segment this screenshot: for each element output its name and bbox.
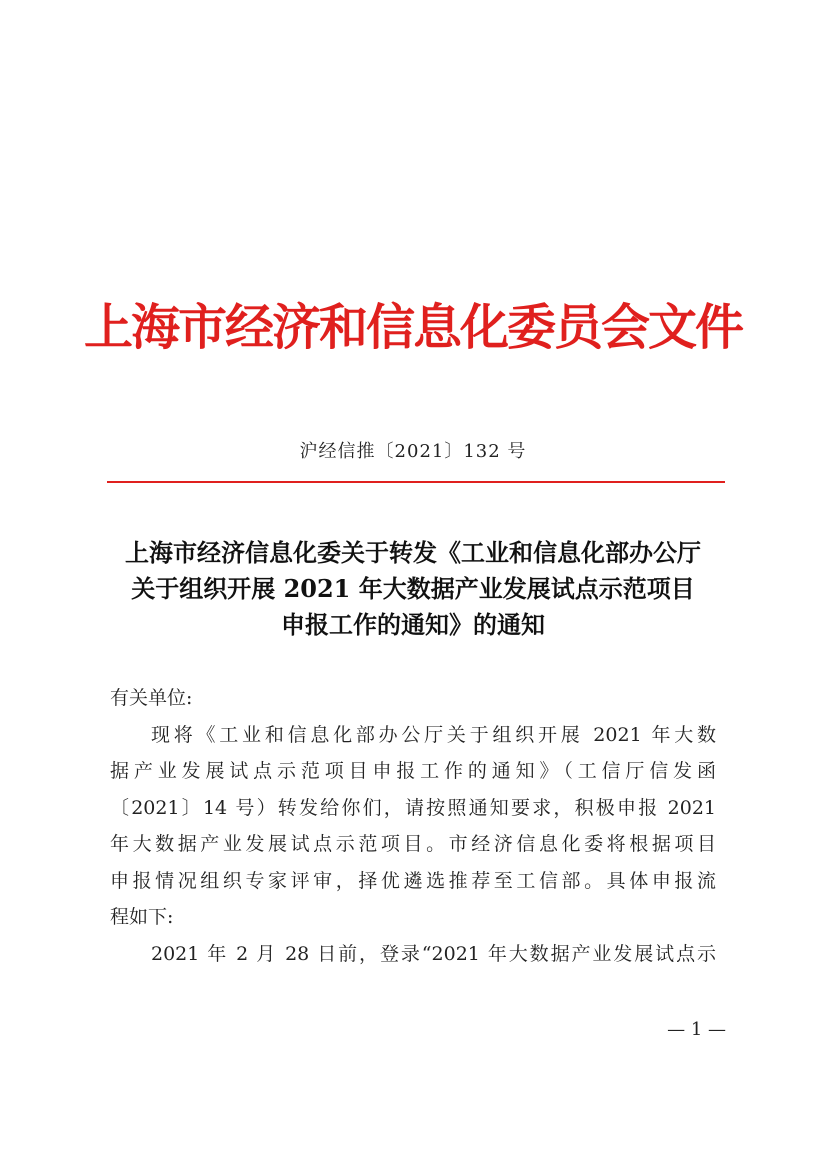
- body-line: 据产业发展试点示范项目申报工作的通知》（工信厅信发函: [110, 760, 716, 782]
- body-line: 申报情况组织专家评审，择优遴选推荐至工信部。具体申报流: [110, 869, 716, 892]
- body-line: 现将《工业和信息化部办公厅关于组织开展 2021 年大数: [151, 723, 716, 746]
- red-divider: [107, 481, 725, 483]
- body-line: 2021 年 2 月 28 日前，登录“2021 年大数据产业发展试点示: [151, 942, 716, 965]
- document-number: 沪经信推〔2021〕132 号: [299, 441, 527, 462]
- title-line: 上海市经济信息化委关于转发《工业和信息化部办公厅: [125, 538, 701, 567]
- title-line: 关于组织开展 2021 年大数据产业发展试点示范项目: [131, 574, 695, 603]
- body-line: 程如下:: [110, 906, 174, 928]
- body-line: 年大数据产业发展试点示范项目。市经济信息化委将根据项目: [110, 833, 716, 855]
- document-title: [90, 535, 736, 643]
- document-body: [110, 680, 716, 972]
- title-line: 申报工作的通知》的通知: [281, 610, 545, 639]
- page-number: — 1 —: [667, 1019, 726, 1040]
- salutation: 有关单位:: [110, 687, 193, 709]
- issuer-masthead: 上海市经济和信息化委员会文件: [83, 298, 742, 356]
- body-line: 〔2021〕14 号）转发给你们，请按照通知要求，积极申报 2021: [110, 796, 716, 819]
